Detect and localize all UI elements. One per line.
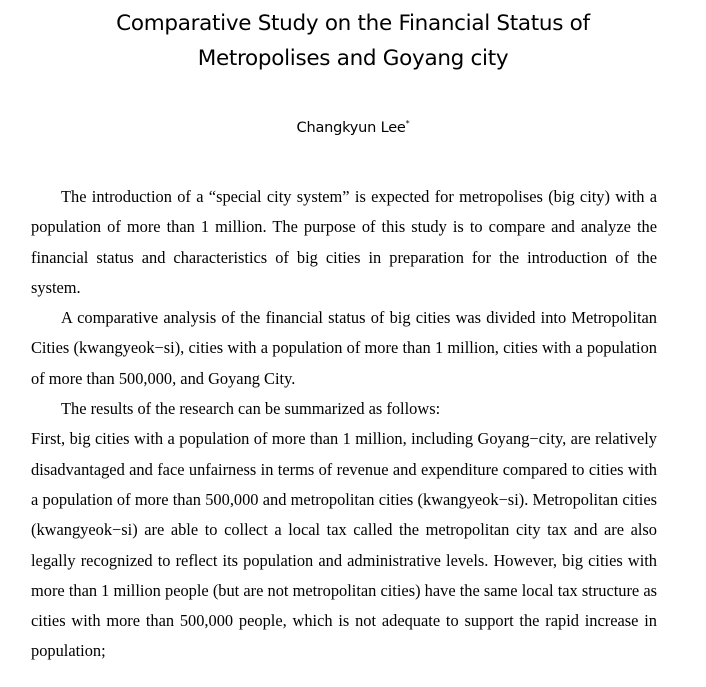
paragraph-first-finding: First, big cities with a population of more than 1 million, including Goyang−city, are relatively disadvantaged and face unfairness in terms of revenue and expenditure compared to cities with a population of more than 500,000 and metropolitan cities (kwangyeok−si). Metropolitan cities (kwangyeok−si) are able to collect a local tax called the metropolitan city tax and are also legally recognized to reflect its population and administrative levels. However, big cities with more than 1 million people (but are not metropolitan cities) have the same local tax structure as cities with more than 500,000 people, which is not adequate to support the rapid increase in population;	[31, 429, 657, 661]
author-line	[0, 113, 706, 139]
author-footnote-mark: *	[405, 119, 410, 128]
paper-title	[0, 6, 706, 76]
paragraph-results-lead: The results of the research can be summarized as follows:	[61, 399, 441, 419]
paragraph-analysis: A comparative analysis of the financial status of big cities was divided into Metropolitan Cities (kwangyeok−si), cities with a population of more than 1 million, cities with a population of more than 500,000, and Goyang City.	[31, 308, 657, 388]
title-line-1: Comparative Study on the Financial Status of	[116, 11, 590, 36]
paragraph-intro: The introduction of a “special city system” is expected for metropolises (big city) with a population of more than 1 million. The purpose of this study is to compare and analyze the financial status and characteristics of big cities in preparation for the introduction of the system.	[31, 187, 657, 297]
title-line-2: Metropolises and Goyang city	[197, 46, 509, 71]
author-name: Changkyun Lee	[296, 120, 406, 136]
abstract-body	[31, 182, 657, 667]
